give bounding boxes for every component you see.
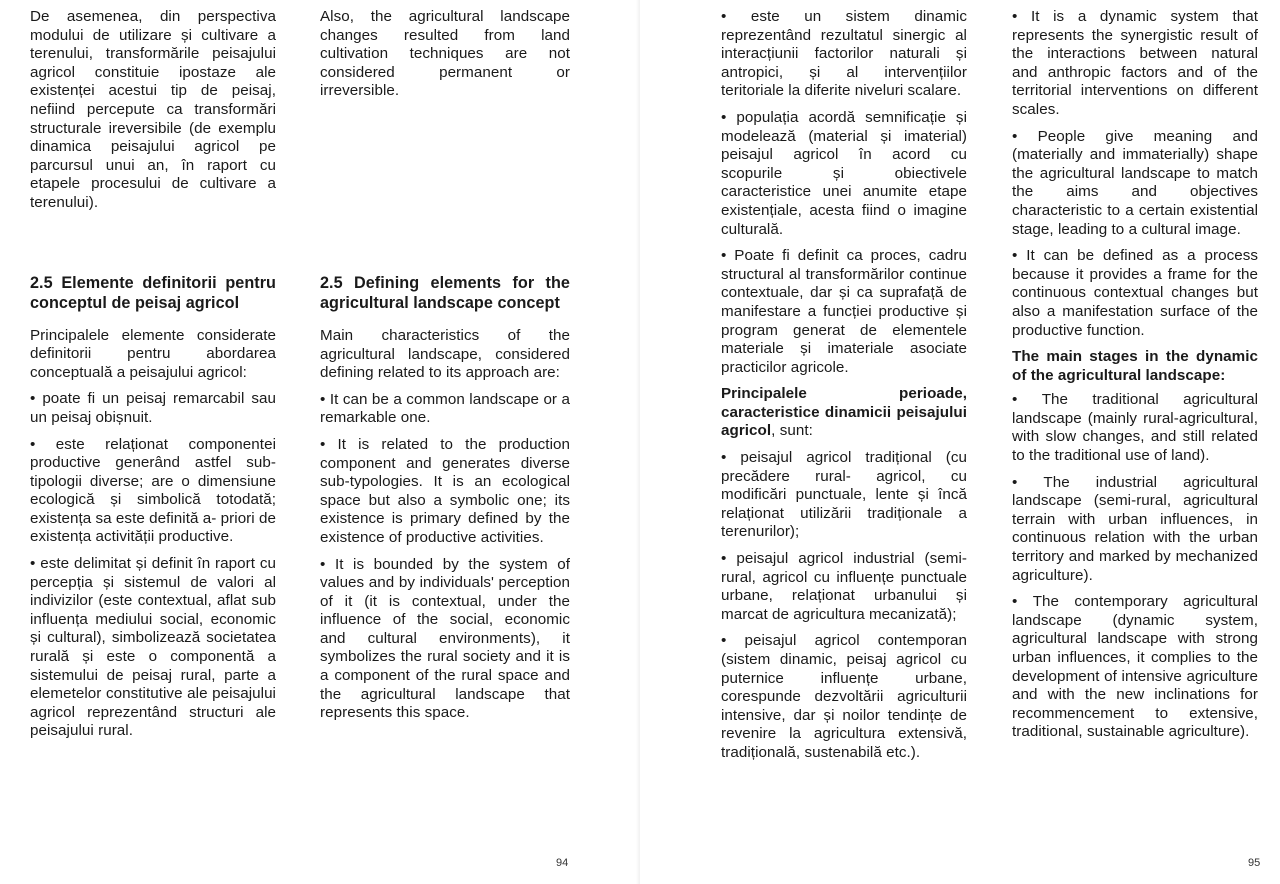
bullet-item: • Poate fi definit ca proces, cadru structural al transformărilor continue contextuale, dar și ca suprafață de manifestare a funcției productive și program generat de elementele materiale și imateriale asociate practicilor agricole. <box>721 247 967 377</box>
bullet-item: • It can be defined as a process because it provides a frame for the continuous contextual changes but also a manifestation surface of the productive function. <box>1012 247 1258 340</box>
bullet-item: • este relaționat componentei productive generând astfel sub-tipologii diverse; are o dimensiune ecologică și simbolică totodată; existența sa este definită a- priori de existența activității productive. <box>30 436 276 548</box>
bullet-item: • poate fi un peisaj remarcabil sau un peisaj obișnuit. <box>30 390 276 427</box>
english-column-right <box>1012 8 1258 750</box>
paragraph-intro-ro: De asemenea, din perspectiva modului de utilizare și cultivare a terenului, transformările peisajului agricol constituie ipostaze ale existenței acestui tip de peisaj, nefiind percepute ca transformări structurale ireversibile (de exemplu dinamica peisajului agricol pe parcursul unui an, în raport cu etapele procesului de cultivare a terenului). <box>30 8 276 211</box>
right-page <box>640 0 1280 884</box>
bullet-item: • peisajul agricol industrial (semi- rural, agricol cu influențe punctuale urbane, relaționat urbanului și marcat de agricultura mecanizată); <box>721 550 967 624</box>
romanian-column-right <box>721 8 967 771</box>
bullet-item: • It is bounded by the system of values and by individuals' perception of it (it is contextual, under the influence of the social, economic and cultural environments), it symbolizes the rural society and it is a component of the rural space and the agricultural landscape that represents this space. <box>320 556 570 723</box>
bullet-item: • The industrial agricultural landscape (semi-rural, agricultural terrain with urban influences, in continuous relation with the urban territory and marked by mechanized agriculture). <box>1012 474 1258 586</box>
periods-heading-ro <box>721 385 967 441</box>
bullet-item: • It is related to the production component and generates diverse sub-typologies. It is an ecological space but also a symbolic one; its existence is primary defined by the existence of productive activities. <box>320 436 570 548</box>
paragraph-lead-ro: Principalele elemente considerate definitorii pentru abordarea conceptuală a peisajului agricol: <box>30 326 276 381</box>
section-heading-ro: 2.5 Elemente definitorii pentru conceptul de peisaj agricol <box>30 273 276 312</box>
bullet-item: • It is a dynamic system that represents the synergistic result of the interactions between natural and anthropic factors and of the territorial interventions on different scales. <box>1012 8 1258 120</box>
bullet-item: • este un sistem dinamic reprezentând rezultatul sinergic al interacțiunii factorilor naturali și antropici, și al intervențiilor teritoriale la diferite niveluri scalare. <box>721 8 967 101</box>
paragraph-lead-en: Main characteristics of the agricultural landscape, considered defining related to its approach are: <box>320 326 570 382</box>
bullet-item: • It can be a common landscape or a remarkable one. <box>320 391 570 428</box>
bullet-item: • populația acordă semnificație și modelează (material și imaterial) peisajul agricol în acord cu scopurile și obiectivele caracteristice unei anumite etape existențiale, acesta fiind o imagine culturală. <box>721 109 967 239</box>
bullet-item: • peisajul agricol tradițional (cu precădere rural- agricol, cu modificări punctuale, lente și încă relaționat utilizării tradiționale a terenurilor); <box>721 449 967 542</box>
section-heading-en: 2.5 Defining elements for the agricultural landscape concept <box>320 273 570 312</box>
periods-heading-rest: , sunt: <box>771 422 813 440</box>
page-number-right: 95 <box>1248 857 1261 869</box>
stages-heading-en: The main stages in the dynamic of the agricultural landscape: <box>1012 348 1258 384</box>
bullet-item: • peisajul agricol contemporan (sistem dinamic, peisaj agricol cu puternice influențe urbane, corespunde dezvoltării agriculturii intensive, dar și noilor tendințe de revenire la agricultura extensivă, tradițională, sustenabilă etc.). <box>721 632 967 762</box>
romanian-column-left <box>30 8 276 749</box>
bullet-item: • People give meaning and (materially and immaterially) shape the agricultural landscape to match the aims and objectives characteristic to a certain existential stage, leading to a cultural image. <box>1012 128 1258 240</box>
bullet-item: • The contemporary agricultural landscape (dynamic system, agricultural landscape with strong urban influences, it complies to the development of intensive agriculture and with the new inclinations for recommencement to extensive, traditional, sustainable agriculture). <box>1012 593 1258 742</box>
bullet-item: • este delimitat și definit în raport cu percepția și sistemul de valori al indivizilor (este contextual, aflat sub influența mediului social, economic și cultural), simbolizează societatea rurală și este o componentă a sistemului de peisaj rural, parte a elemetelor constitutive ale peisajului agricol reprezentând structuri ale peisajului rural. <box>30 555 276 741</box>
periods-heading-bold: Principalele perioade, caracteristice dinamicii peisajului agricol <box>721 385 967 440</box>
page-number-left: 94 <box>556 857 569 869</box>
bullet-item: • The traditional agricultural landscape (mainly rural-agricultural, with slow changes, and still related to the traditional use of land). <box>1012 391 1258 465</box>
paragraph-intro-en: Also, the agricultural landscape changes resulted from land cultivation techniques are not considered permanent or irreversible. <box>320 8 570 100</box>
english-column-left <box>320 8 570 731</box>
